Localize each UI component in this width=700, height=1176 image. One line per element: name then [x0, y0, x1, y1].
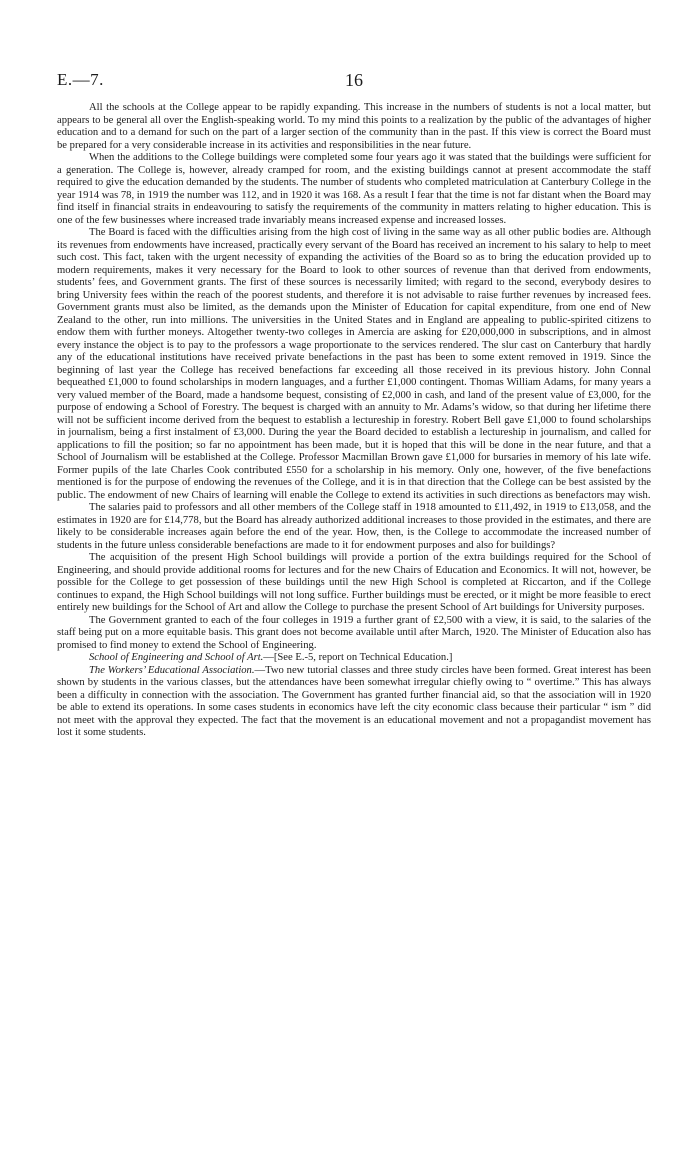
report-reference: E.—7.: [57, 70, 104, 89]
paragraph: The acquisition of the present High School buildings will provide a portion of the extra buildings required for the School of Engineering, and should provide additional rooms for lectures and for the new Chairs of Education and Economics. It will not, however, be possible for the College to get possession of these buildings until the new High School is completed at Riccarton, and if the College continues to expand, the High School buildings will not long suffice. Further buildings must be erected, or it might be more feasible to erect entirely new buildings for the School of Art and allow the College to purchase the present School of Art buildings for University purposes.: [57, 552, 651, 613]
paragraph-text: —[See E.-5, report on Technical Education.]: [263, 652, 453, 663]
section-heading: The Workers’ Educational Association.: [89, 664, 255, 676]
paragraph: The salaries paid to professors and all other members of the College staff in 1918 amounted to £11,492, in 1919 to £13,058, and the estimates in 1920 are for £14,778, but the Board has already authorized additional increases to those provided in the estimates, and there are likely to be considerable increases again before the end of the year. How, then, is the College to accommodate the increased number of students in the future unless considerable benefactions are made to it for endowment purposes and also for buildings?: [57, 502, 651, 551]
paragraph: The Board is faced with the difficulties arising from the high cost of living in the same way as all other public bodies are. Although its revenues from endowments have increased, practically every servant of the Board has received an increment to his salary to help to meet such cost. This fact, taken with the urgent necessity of expanding the activities of the Board so as to bring the education provided up to modern requirements, makes it very necessary for the Board to look to other sources of revenue than that derived from endowments, students’ fees, and Government grants. The first of these sources is necessarily limited; with regard to the second, everybody desires to bring University fees within the reach of the poorest students, and therefore it is not advisable to raise further revenues by increased fees. Government grants must also be limited, as the demands upon the Minister of Education for capital expenditure, from one end of New Zealand to the other, run into millions. The universities in the United States and in England are appealing to public-spirited citizens to endow them with further moneys. Altogether twenty-two colleges in Amercia are asking for £20,000,000 in subscriptions, and in almost every instance the object is to pay to the professors a wage proportionate to the services rendered. The slur cast on Canterbury that hardly any of the educational institutions have received private benefactions in the past has been to some extent removed in 1919. Since the beginning of last year the College has received benefactions far exceeding all those received in its previous history. John Connal bequeathed £1,000 to found scholarships in modern languages, and a further £1,000 contingent. Thomas William Adams, for many years a very valued member of the Board, made a handsome bequest, consisting of £2,000 in cash, and land of the present value of £3,000, for the purpose of endowing a School of Forestry. The bequest is charged with an annuity to Mr. Adams’s widow, so that during her lifetime there will not be sufficient income derived from the bequest to establish a lectureship in forestry. Robert Bell gave £1,000 to found scholarships in journalism, being a first instalment of £3,000. During the year the Board decided to establish a lectureship in journalism, and called for applications to fill the position; so far no appointment has been made, but it is hoped that this will be done in the near future, and that a School of Journalism will be established at the College. Professor Macmillan Brown gave £1,000 for bursaries in memory of his late wife. Former pupils of the late Charles Cook contributed £550 for a scholarship in his memory. Only one, however, of the five benefactions mentioned is for the purpose of endowing the revenues of the College, and it is in that direction that the College can be best assisted by the public. The endowment of new Chairs of learning will enable the College to extend its activities in such directions as benefactors may wish.: [57, 227, 651, 501]
paragraph: When the additions to the College buildings were completed some four years ago it was stated that the buildings were sufficient for a generation. The College is, however, already cramped for room, and the existing buildings cannot at present accommodate the staff required to give the education demanded by the students. The number of students who completed matriculation at Canterbury College in the year 1914 was 78, in 1919 the number was 112, and in 1920 it was 168. As a result I fear that the time is not far distant when the Board may find itself in financial straits in endeavouring to satisfy the requirements of the community in matters relating to higher education. This is one of the few businesses where increased trade invariably means increased expense and increased losses.: [57, 152, 651, 226]
paragraph: [57, 652, 651, 665]
paragraph: All the schools at the College appear to be rapidly expanding. This increase in the numbers of students is not a local matter, but appears to be general all over the English-speaking world. To my mind this points to a realization by the public of the advantages of higher education and to a demand for such on the part of a larger section of the community than in the past. If this view is correct the Board must be prepared for a very considerable increase in its activities and responsibilities in the near future.: [57, 102, 651, 151]
section-heading: School of Engineering and School of Art.: [89, 652, 264, 663]
body-text: [57, 102, 651, 740]
paragraph: The Government granted to each of the four colleges in 1919 a further grant of £2,500 with a view, it is said, to the salaries of the staff being put on a more equitable basis. This grant does not become available until after March, 1920. The Minister of Education also has promised to find money to extend the School of Engineering.: [57, 614, 651, 651]
paragraph-text: —Two new tutorial classes and three study circles have been formed. Great interest has been shown by students in the various classes, but the attendances have been somewhat irregular chiefly owing to “ overtime.” This has always been a difficulty in connection with the association. The Government has granted further financial aid, so that the association will in 1920 be able to extend its operations. In some cases students in economics have left the city economic class because their particular “ ism ” did not meet with the approval they expected. The fact that the movement is an educational movement and not a propagandist movement has lost it some students.: [57, 664, 651, 738]
page-number: 16: [345, 70, 363, 90]
paragraph: [57, 665, 651, 740]
